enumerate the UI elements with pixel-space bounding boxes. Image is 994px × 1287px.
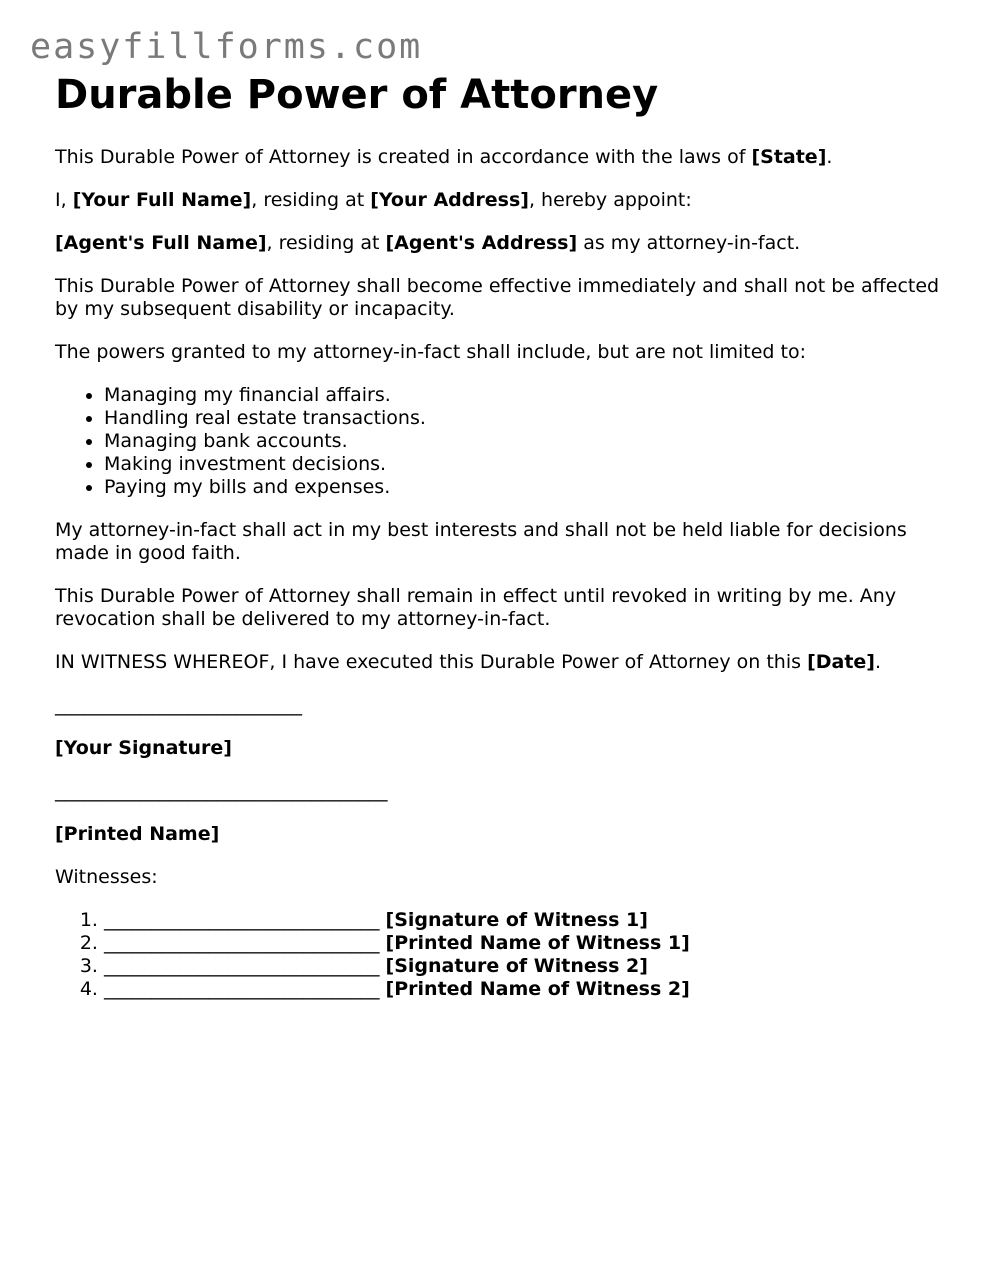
intro-end: . bbox=[826, 146, 833, 168]
witness-label: [Signature of Witness 1] bbox=[385, 909, 648, 931]
date-placeholder: [Date] bbox=[807, 651, 875, 673]
witnesses-label: Witnesses: bbox=[55, 866, 158, 888]
witness-line[interactable]: _____________________________ bbox=[104, 909, 380, 931]
principal-prefix: I, bbox=[55, 189, 73, 211]
witness-item bbox=[104, 932, 955, 955]
witness-clause bbox=[55, 651, 955, 674]
witness-item bbox=[104, 978, 955, 1001]
watermark: easyfillforms.com bbox=[30, 27, 423, 67]
powers-intro: The powers granted to my attorney-in-fact shall include, but are not limited to: bbox=[55, 341, 807, 363]
document-page bbox=[55, 72, 955, 1001]
power-item: • Making investment decisions. bbox=[104, 453, 955, 476]
duties-paragraph: My attorney-in-fact shall act in my best interests and shall not be held liable for decisions made in good faith. bbox=[55, 519, 907, 564]
intro-paragraph bbox=[55, 146, 955, 169]
witness-line[interactable]: _____________________________ bbox=[104, 932, 380, 954]
state-placeholder: [State] bbox=[751, 146, 827, 168]
witness-line[interactable]: _____________________________ bbox=[104, 978, 380, 1000]
printed-name-line[interactable]: ___________________________________ bbox=[55, 780, 388, 802]
principal-paragraph bbox=[55, 189, 955, 212]
power-item: • Managing bank accounts. bbox=[104, 430, 955, 453]
intro-text: This Durable Power of Attorney is created in accordance with the laws of bbox=[55, 146, 752, 168]
agent-name-placeholder: [Agent's Full Name] bbox=[55, 232, 267, 254]
agent-mid: , residing at bbox=[266, 232, 386, 254]
witness-clause-end: . bbox=[875, 651, 882, 673]
principal-address-placeholder: [Your Address] bbox=[370, 189, 529, 211]
powers-list bbox=[55, 384, 955, 499]
witness-label: [Printed Name of Witness 1] bbox=[385, 932, 690, 954]
principal-name-placeholder: [Your Full Name] bbox=[72, 189, 252, 211]
document-title: Durable Power of Attorney bbox=[55, 72, 659, 118]
signature-label: [Your Signature] bbox=[55, 737, 232, 759]
witness-label: [Printed Name of Witness 2] bbox=[385, 978, 690, 1000]
revocation-paragraph: This Durable Power of Attorney shall remain in effect until revoked in writing by me. Any revocation shall be delivered to my attorney-in-fact. bbox=[55, 585, 897, 630]
witness-list bbox=[55, 909, 955, 1001]
witness-item bbox=[104, 955, 955, 978]
effective-paragraph: This Durable Power of Attorney shall become effective immediately and shall not be affected by my subsequent disability or incapacity. bbox=[55, 275, 940, 320]
printed-name-label: [Printed Name] bbox=[55, 823, 220, 845]
witness-label: [Signature of Witness 2] bbox=[385, 955, 648, 977]
power-item: • Managing my financial affairs. bbox=[104, 384, 955, 407]
witness-item bbox=[104, 909, 955, 932]
agent-paragraph bbox=[55, 232, 955, 255]
power-item: • Paying my bills and expenses. bbox=[104, 476, 955, 499]
witness-clause-text: IN WITNESS WHEREOF, I have executed this Durable Power of Attorney on this bbox=[55, 651, 808, 673]
power-item: • Handling real estate transactions. bbox=[104, 407, 955, 430]
principal-suffix: , hereby appoint: bbox=[528, 189, 692, 211]
agent-address-placeholder: [Agent's Address] bbox=[385, 232, 578, 254]
witness-line[interactable]: _____________________________ bbox=[104, 955, 380, 977]
signature-line[interactable]: __________________________ bbox=[55, 694, 302, 716]
principal-mid: , residing at bbox=[251, 189, 371, 211]
agent-suffix: as my attorney-in-fact. bbox=[577, 232, 801, 254]
